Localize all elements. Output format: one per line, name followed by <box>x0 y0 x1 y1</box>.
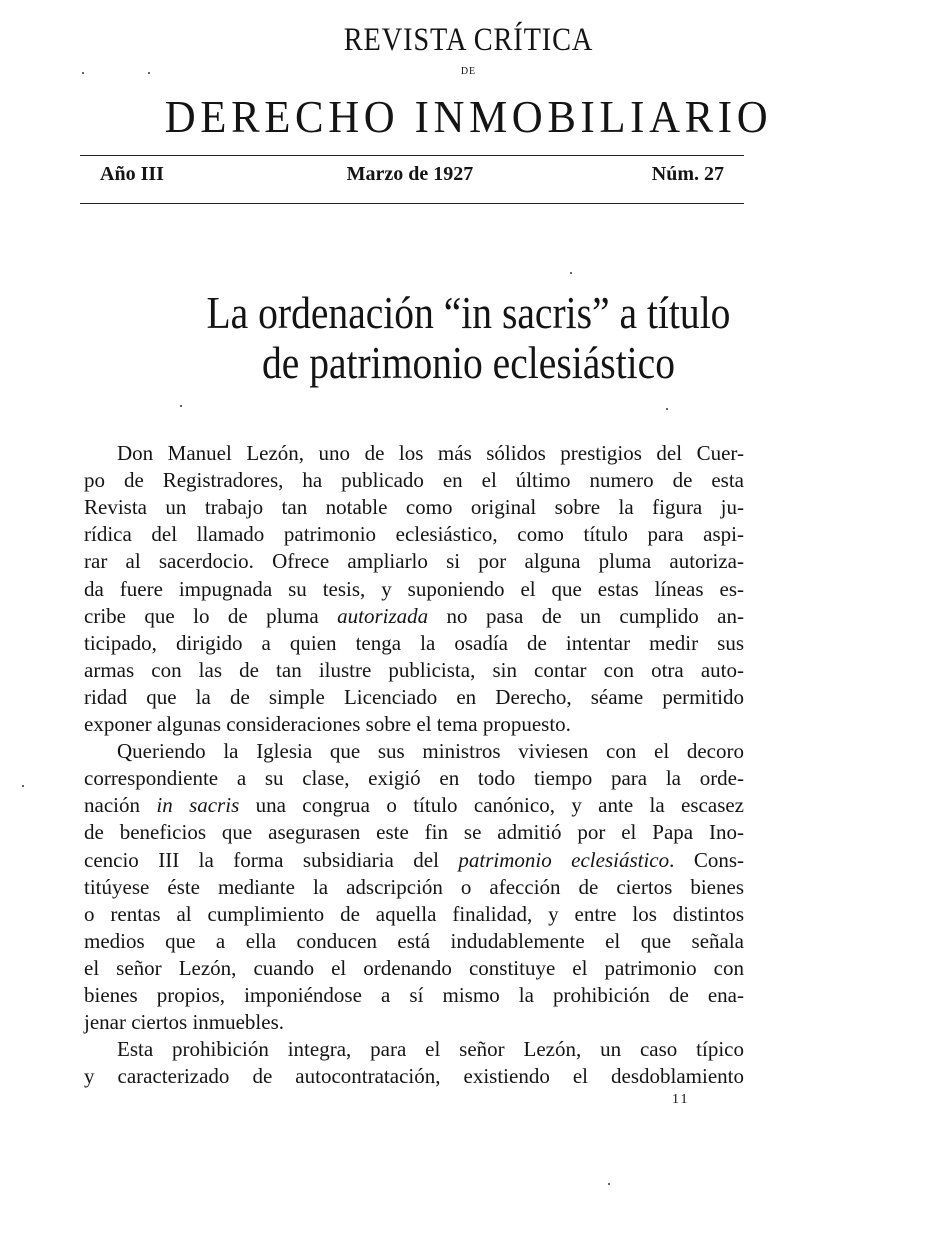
issue-year: Año III <box>100 163 164 185</box>
article-text-line: rar al sacerdocio. Ofrece ampliarlo si por alguna pluma autoriza- <box>84 549 744 574</box>
article-text-line <box>84 847 744 874</box>
scan-speck <box>570 272 572 274</box>
issue-number: Núm. 27 <box>651 163 724 185</box>
scan-speck <box>666 408 668 410</box>
text-run: cencio III la forma subsidiaria del <box>84 847 459 872</box>
scan-speck <box>608 1183 610 1185</box>
article-text-line: y caracterizado de autocontratación, existiendo el desdoblamiento <box>84 1064 744 1089</box>
article-text-line: armas con las de tan ilustre publicista, sin contar con otra auto- <box>84 657 744 682</box>
article-text-line: rídica del llamado patrimonio eclesiástico, como título para aspi- <box>84 522 744 547</box>
issue-date: Marzo de 1927 <box>346 163 474 185</box>
page-number: 11 <box>672 1092 690 1107</box>
text-run: cribe que lo de pluma <box>84 603 338 628</box>
article-text-line: Queriendo la Iglesia que sus ministros viviesen con el decoro <box>117 739 744 764</box>
article-text-line: medios que a ella conducen está indudablemente el que señala <box>84 928 744 953</box>
article-title-line-2: de patrimonio eclesiástico <box>261 337 676 388</box>
article-text-line: jenar ciertos inmuebles. <box>84 1010 285 1035</box>
article-text-line: titúyese éste mediante la adscripción o afección de ciertos bienes <box>84 874 744 899</box>
text-run: . Cons- <box>669 847 744 872</box>
article-text-line: Revista un trabajo tan notable como original sobre la figura ju- <box>84 495 744 520</box>
journal-title-line-1: REVISTA CRÍTICA <box>343 22 594 58</box>
scan-speck <box>180 405 182 407</box>
italic-term: patrimonio eclesiástico <box>458 847 670 872</box>
article-text-line: Don Manuel Lezón, uno de los más sólidos prestigios del Cuer- <box>117 441 744 465</box>
article-text-line: ridad que la de simple Licenciado en Derecho, séame permitido <box>84 684 744 709</box>
article-text-line: da fuere impugnada su tesis, y suponiendo el que estas líneas es- <box>84 576 744 601</box>
text-run: no pasa de un cumplido an- <box>428 603 744 628</box>
article-text-line: ticipado, dirigido a quien tenga la osadía de intentar medir sus <box>84 630 744 655</box>
scan-speck <box>22 785 24 787</box>
header-rule-bottom <box>80 203 744 204</box>
article-text-line: bienes propios, imponiéndose a sí mismo la prohibición de ena- <box>84 983 744 1007</box>
journal-title-line-2: DERECHO INMOBILIARIO <box>164 91 773 142</box>
article-text-line: Esta prohibición integra, para el señor Lezón, un caso típico <box>117 1037 744 1062</box>
article-text-line: exponer algunas consideraciones sobre el tema propuesto. <box>84 712 571 736</box>
scan-speck <box>82 72 84 74</box>
italic-term: in sacris <box>156 793 240 818</box>
text-run: una congrua o título canónico, y ante la escasez <box>239 793 744 818</box>
article-text-line: de beneficios que asegurasen este fin se admitió por el Papa Ino- <box>84 820 744 845</box>
italic-term: autorizada <box>337 603 429 628</box>
journal-title-connector: DE <box>460 66 477 77</box>
scan-speck <box>148 72 150 74</box>
article-text-line <box>84 603 744 630</box>
header-rule-top <box>80 155 744 156</box>
article-text-line: po de Registradores, ha publicado en el último numero de esta <box>84 468 744 493</box>
article-text-line <box>84 792 744 819</box>
article-text-line: o rentas al cumplimiento de aquella finalidad, y entre los distintos <box>84 901 744 926</box>
text-run: nación <box>84 793 157 818</box>
article-text-line: correspondiente a su clase, exigió en todo tiempo para la orde- <box>84 766 744 791</box>
article-text-line: el señor Lezón, cuando el ordenando constituye el patrimonio con <box>84 955 744 980</box>
article-title-line-1: La ordenación “in sacris” a título <box>206 287 731 338</box>
